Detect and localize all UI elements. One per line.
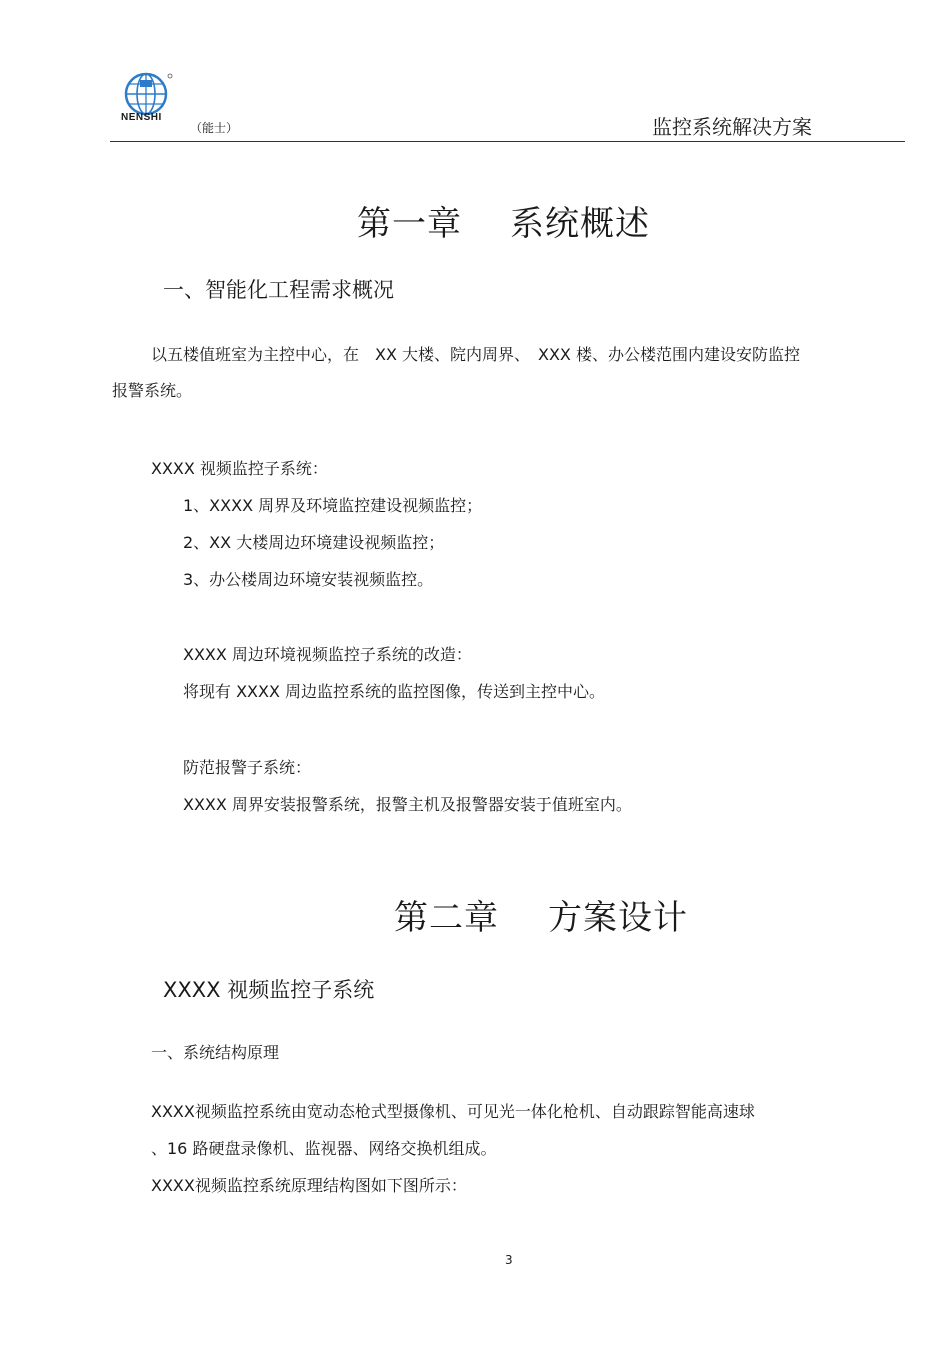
alarm-subsystem-heading: 防范报警子系统： xyxy=(183,758,312,777)
list-item: 3、办公楼周边环境安装视频监控。 xyxy=(183,570,434,589)
structure-paragraph-line2: 、16 路硬盘录像机、监视器、网络交换机组成。 xyxy=(151,1139,497,1158)
header-divider xyxy=(110,141,905,142)
company-name-cn: （能士） xyxy=(190,121,239,135)
list-item: 1、XXXX 周界及环境监控建设视频监控； xyxy=(183,496,483,515)
list-item: 2、XX 大楼周边环境建设视频监控； xyxy=(183,533,445,552)
alarm-subsystem-text: XXXX 周界安装报警系统，报警主机及报警器安装于值班室内。 xyxy=(183,795,632,814)
video-subsystem-heading: XXXX 视频监控子系统： xyxy=(151,459,328,478)
chapter1-number: 第一章 xyxy=(357,204,462,244)
chapter2-number: 第二章 xyxy=(394,898,499,938)
structure-paragraph-line1: XXXX视频监控系统由宽动态枪式型摄像机、可见光一体化枪机、自动跟踪智能高速球 xyxy=(151,1102,755,1121)
chapter1-title: 系统概述 xyxy=(510,204,650,244)
logo-wordmark: NENSHI xyxy=(121,112,162,123)
intro-paragraph-line2: 报警系统。 xyxy=(112,381,193,400)
chapter2-title: 方案设计 xyxy=(548,898,688,938)
structure-principle-heading: 一、系统结构原理 xyxy=(151,1043,280,1062)
upgrade-heading: XXXX 周边环境视频监控子系统的改造： xyxy=(183,645,472,664)
upgrade-text: 将现有 XXXX 周边监控系统的监控图像，传送到主控中心。 xyxy=(183,682,606,701)
intro-paragraph-line1: 以五楼值班室为主控中心，在 XX 大楼、院内周界、 XXX 楼、办公楼范围内建设安防监控 xyxy=(151,345,800,364)
structure-paragraph-line3: XXXX视频监控系统原理结构图如下图所示： xyxy=(151,1176,467,1195)
document-title: 监控系统解决方案 xyxy=(652,115,812,139)
section-heading-requirements: 一、智能化工程需求概况 xyxy=(163,278,394,302)
video-subsystem-section-heading: XXXX 视频监控子系统 xyxy=(163,978,375,1002)
page-number: 3 xyxy=(505,1253,513,1267)
